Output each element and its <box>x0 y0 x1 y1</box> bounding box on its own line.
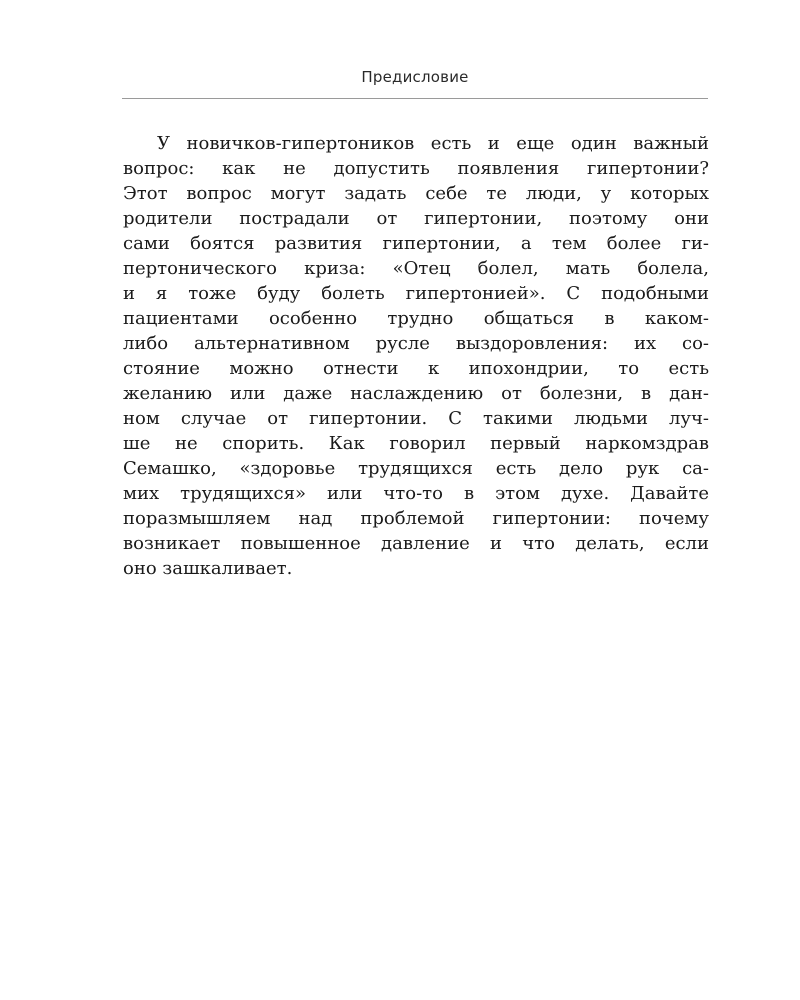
text-line: Семашко, «здоровье трудящихся есть дело рук са- <box>123 458 709 479</box>
body-paragraph <box>123 131 709 581</box>
text-line: пациентами особенно трудно общаться в каком- <box>123 308 709 329</box>
text-line: Этот вопрос могут задать себе те люди, у которых <box>123 183 709 204</box>
running-head: Предисловие <box>361 68 469 86</box>
text-line: сами боятся развития гипертонии, а тем более ги- <box>123 233 709 254</box>
text-line: пертонического криза: «Отец болел, мать болела, <box>123 258 709 279</box>
text-line: мих трудящихся» или что-то в этом духе. Давайте <box>123 483 709 504</box>
text-line: ше не спорить. Как говорил первый наркомздрав <box>123 433 709 454</box>
header-rule <box>122 98 708 99</box>
text-line: родители пострадали от гипертонии, поэтому они <box>123 208 709 229</box>
text-line: и я тоже буду болеть гипертонией». С подобными <box>123 283 709 304</box>
text-line: желанию или даже наслаждению от болезни, в дан- <box>123 383 709 404</box>
text-line: вопрос: как не допустить появления гипертонии? <box>123 158 709 179</box>
text-line: стояние можно отнести к ипохондрии, то есть <box>123 358 709 379</box>
text-line: оно зашкаливает. <box>123 558 293 579</box>
text-line: У новичков-гипертоников есть и еще один важный <box>157 133 709 154</box>
text-line: ном случае от гипертонии. С такими людьми луч- <box>123 408 709 429</box>
text-line: либо альтернативном русле выздоровления: их со- <box>123 333 709 354</box>
text-line: возникает повышенное давление и что делать, если <box>123 533 709 554</box>
text-line: поразмышляем над проблемой гипертонии: почему <box>123 508 709 529</box>
